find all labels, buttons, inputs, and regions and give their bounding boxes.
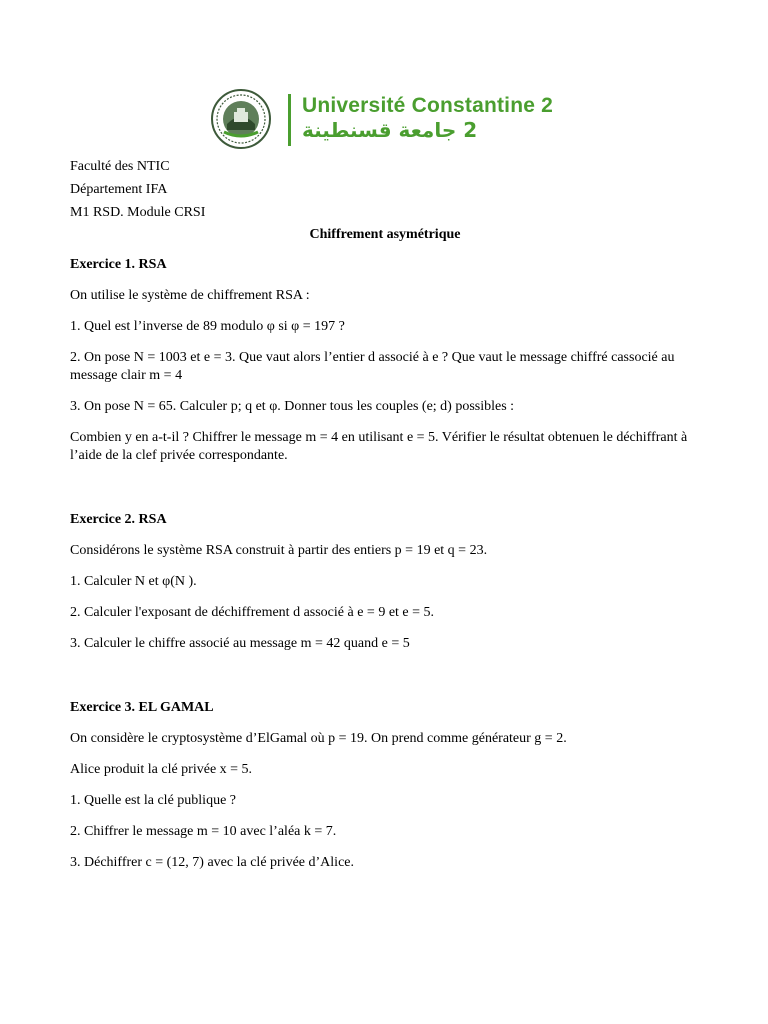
exercise-1-question-1: 1. Quel est l’inverse de 89 modulo φ si φ = 197 ?: [70, 319, 345, 334]
exercise-3-question-1: 1. Quelle est la clé publique ?: [70, 793, 236, 808]
exercise-2-question-2: 2. Calculer l'exposant de déchiffrement d associé à e = 9 et e = 5.: [70, 605, 435, 620]
university-name-fr: Université Constantine 2: [302, 94, 554, 117]
exercise-3-question-2: 2. Chiffrer le message m = 10 avec l’aléa k = 7.: [70, 824, 337, 839]
university-name-ar: 2 جامعة قسنطينة: [302, 118, 478, 142]
section-spacer: [70, 478, 700, 512]
section-spacer: [70, 666, 700, 700]
university-seal-icon: [210, 88, 272, 150]
exercise-2-title: Exercice 2. RSA: [70, 512, 167, 527]
document-title: Chiffrement asymétrique: [309, 227, 461, 242]
logo-divider: [288, 94, 291, 146]
exercise-1-intro: On utilise le système de chiffrement RSA :: [70, 288, 310, 303]
document-body: [70, 158, 700, 885]
exercise-3-question-3: 3. Déchiffrer c = (12, 7) avec la clé privée d’Alice.: [70, 855, 354, 870]
university-logo: [210, 88, 570, 150]
exercise-2-intro: Considérons le système RSA construit à partir des entiers p = 19 et q = 23.: [70, 543, 488, 558]
exercise-1-question-2: 2. On pose N = 1003 et e = 3. Que vaut alors l’entier d associé à e ? Que vaut le message chiffré cassocié au message clair m = 4: [70, 350, 675, 383]
module-line: M1 RSD. Module CRSI: [70, 205, 206, 220]
exercise-3-alice-key: Alice produit la clé privée x = 5.: [70, 762, 253, 777]
exercise-1-question-3: 3. On pose N = 65. Calculer p; q et φ. Donner tous les couples (e; d) possibles :: [70, 399, 515, 414]
department-line: Département IFA: [70, 182, 168, 197]
exercise-2-question-1: 1. Calculer N et φ(N ).: [70, 574, 197, 589]
faculty-line: Faculté des NTIC: [70, 159, 170, 174]
exercise-3-intro: On considère le cryptosystème d’ElGamal où p = 19. On prend comme générateur g = 2.: [70, 731, 567, 746]
exercise-1-question-4: Combien y en a-t-il ? Chiffrer le message m = 4 en utilisant e = 5. Vérifier le résultat obtenuen le déchiffrant à l’aide de la clef privée correspondante.: [70, 430, 688, 463]
exercise-3-title: Exercice 3. EL GAMAL: [70, 700, 214, 715]
exercise-2-question-3: 3. Calculer le chiffre associé au message m = 42 quand e = 5: [70, 636, 410, 651]
exercise-1-title: Exercice 1. RSA: [70, 257, 167, 272]
